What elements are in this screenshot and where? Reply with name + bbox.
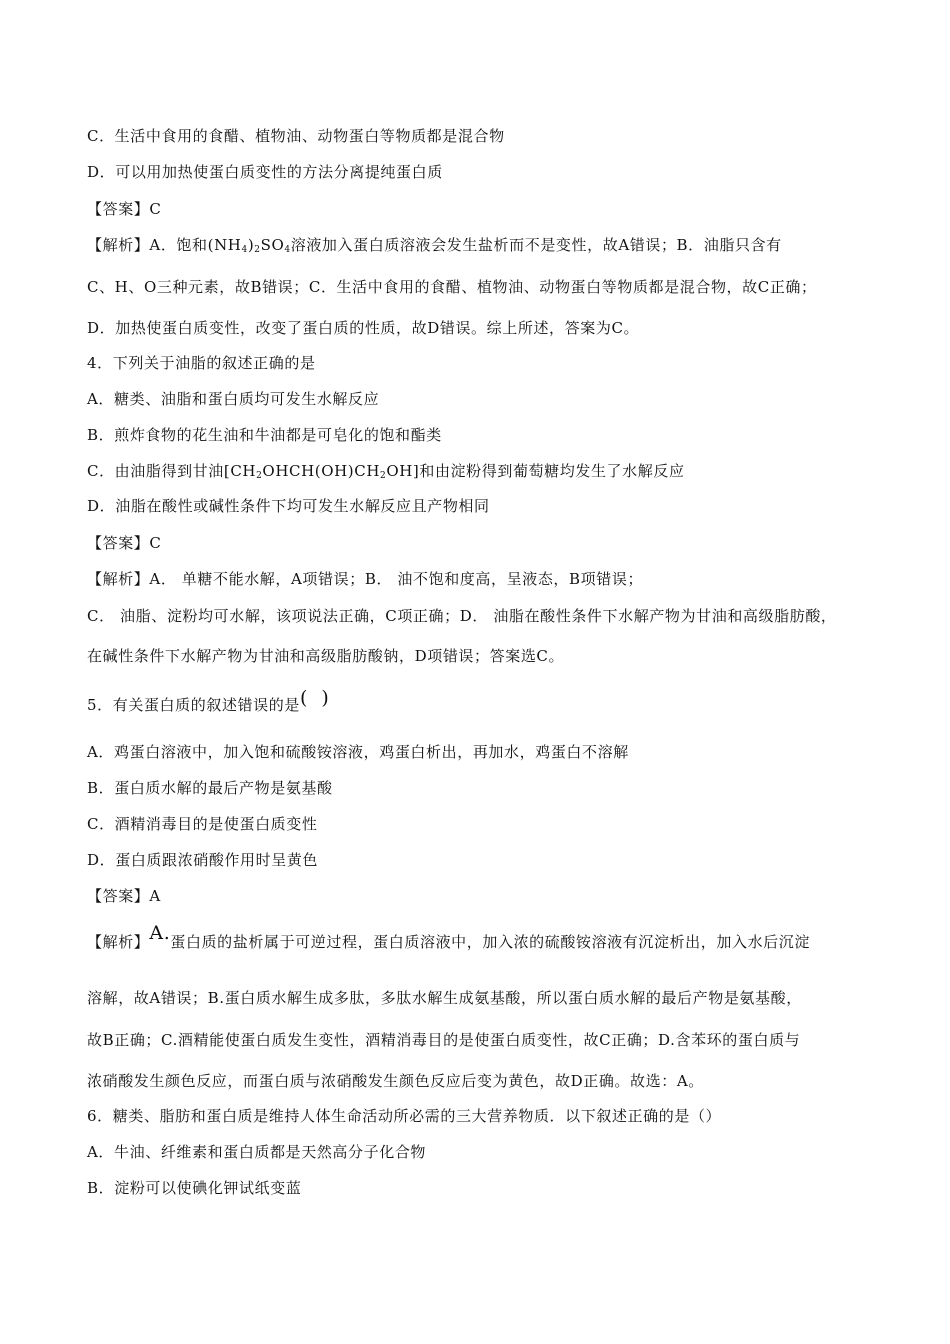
- q5-explanation-line-4: 浓硝酸发生颜色反应，而蛋白质与浓硝酸发生颜色反应后变为黄色，故D正确。故选：A。: [87, 1072, 704, 1090]
- q4-option-a: A．糖类、油脂和蛋白质均可发生水解反应: [87, 390, 380, 408]
- q6-option-b: B．淀粉可以使碘化钾试纸变蓝: [87, 1179, 302, 1197]
- q5-explanation-line-3: 故B正确；C.酒精能使蛋白质发生变性，酒精消毒目的是使蛋白质变性，故C正确；D.含苯环的蛋白质与: [87, 1031, 801, 1049]
- q5-answer-paren: ( ): [299, 687, 333, 709]
- q6-option-a: A．牛油、纤维素和蛋白质都是天然高分子化合物: [87, 1143, 427, 1161]
- q5-answer: 【答案】A: [87, 887, 161, 905]
- q3-explanation-line-2: C、H、O三种元素，故B错误；C．生活中食用的食醋、植物油、动物蛋白等物质都是混合物，故C正确；: [87, 278, 817, 296]
- q3-explanation-line-1: 【解析】A．饱和$(NH_4)_2SO_4$溶液加入蛋白质溶液会发生盐析而不是变性，故A错误；B．油脂只含有: [87, 236, 782, 255]
- q4-answer: 【答案】C: [87, 534, 162, 552]
- q3-option-c: C．生活中食用的食醋、植物油、动物蛋白等物质都是混合物: [87, 127, 505, 145]
- q4-explanation-line-2: C． 油脂、淀粉均可水解，该项说法正确，C项正确；D． 油脂在酸性条件下水解产物为甘油和高级脂肪酸，: [87, 607, 837, 625]
- q4-option-c: C．由油脂得到甘油$[CH_2OHCH(OH)CH_2OH]$和由淀粉得到葡萄糖均发生了水解反应: [87, 462, 685, 481]
- q4-stem: 4．下列关于油脂的叙述正确的是: [87, 354, 316, 372]
- q5-explanation-line-1: 【解析】A.蛋白质的盐析属于可逆过程，蛋白质溶液中，加入浓的硫酸铵溶液有沉淀析出，加入水后沉淀: [87, 922, 810, 951]
- q5-option-a: A．鸡蛋白溶液中，加入饱和硫酸铵溶液，鸡蛋白析出，再加水，鸡蛋白不溶解: [87, 743, 629, 761]
- q6-stem: 6．糖类、脂肪和蛋白质是维持人体生命活动所必需的三大营养物质．以下叙述正确的是（）: [87, 1107, 722, 1125]
- q4-option-d: D．油脂在酸性或碱性条件下均可发生水解反应且产物相同: [87, 497, 490, 515]
- q4-explanation-line-3: 在碱性条件下水解产物为甘油和高级脂肪酸钠，D项错误；答案选C。: [87, 647, 565, 665]
- q4-option-b: B．煎炸食物的花生油和牛油都是可皂化的饱和酯类: [87, 426, 442, 444]
- q4-explanation-line-1: 【解析】A． 单糖不能水解，A项错误；B． 油不饱和度高，呈液态，B项错误；: [87, 570, 644, 588]
- q5-option-b: B．蛋白质水解的最后产物是氨基酸: [87, 779, 333, 797]
- q3-explanation-line-3: D．加热使蛋白质变性，改变了蛋白质的性质，故D错误。综上所述，答案为C。: [87, 319, 640, 337]
- q3-answer: 【答案】C: [87, 200, 162, 218]
- q5-explanation-line-2: 溶解，故A错误；B.蛋白质水解生成多肽，多肽水解生成氨基酸，所以蛋白质水解的最后产物是氨基酸，: [87, 989, 802, 1007]
- q5-option-d: D．蛋白质跟浓硝酸作用时呈黄色: [87, 851, 319, 869]
- q5-option-c: C．酒精消毒目的是使蛋白质变性: [87, 815, 318, 833]
- q3-option-d: D．可以用加热使蛋白质变性的方法分离提纯蛋白质: [87, 163, 443, 181]
- q5-stem: 5．有关蛋白质的叙述错误的是( ): [87, 687, 333, 714]
